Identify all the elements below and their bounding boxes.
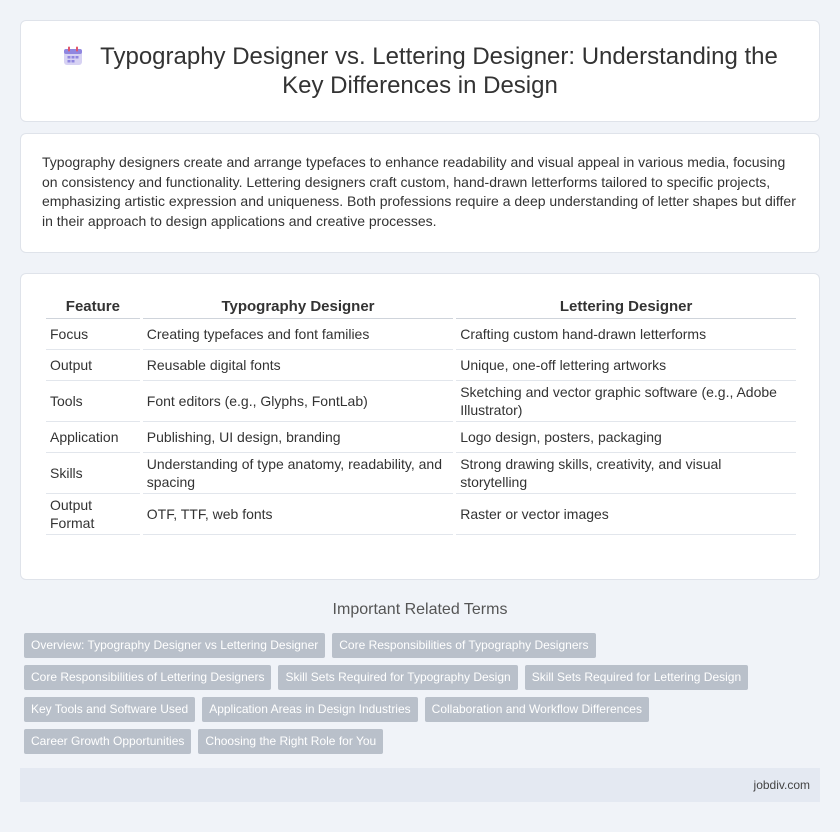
table-row bbox=[46, 381, 796, 422]
table-cell-typography: Publishing, UI design, branding bbox=[143, 422, 453, 453]
column-header: Feature bbox=[46, 296, 140, 319]
table-row bbox=[46, 350, 796, 381]
table-row bbox=[46, 453, 796, 494]
column-header: Typography Designer bbox=[143, 296, 453, 319]
table-cell-typography: Creating typefaces and font families bbox=[143, 319, 453, 350]
comparison-table-card bbox=[20, 273, 820, 580]
table-cell-feature: Output bbox=[46, 350, 140, 381]
calendar-icon bbox=[62, 45, 84, 67]
page-title-text: Typography Designer vs. Lettering Designer: Understanding the Key Differences in Design bbox=[100, 43, 778, 99]
table-row bbox=[46, 319, 796, 350]
table-cell-typography: Font editors (e.g., Glyphs, FontLab) bbox=[143, 381, 453, 422]
related-term-tag[interactable]: Key Tools and Software Used bbox=[24, 697, 195, 722]
table-cell-feature: Skills bbox=[46, 453, 140, 494]
table-row bbox=[46, 422, 796, 453]
table-header-row bbox=[46, 296, 796, 319]
related-term-tag[interactable]: Overview: Typography Designer vs Lettering Designer bbox=[24, 633, 325, 658]
intro-card bbox=[20, 133, 820, 253]
related-terms-list bbox=[24, 633, 804, 761]
related-term-tag[interactable]: Core Responsibilities of Lettering Designers bbox=[24, 665, 271, 690]
related-terms-title: Important Related Terms bbox=[332, 601, 508, 618]
table-cell-lettering: Raster or vector images bbox=[456, 494, 796, 535]
title-card bbox=[20, 20, 820, 122]
related-term-tag[interactable]: Career Growth Opportunities bbox=[24, 729, 191, 754]
related-term-tag[interactable]: Collaboration and Workflow Differences bbox=[425, 697, 649, 722]
related-term-tag[interactable]: Choosing the Right Role for You bbox=[198, 729, 383, 754]
table-cell-typography: Reusable digital fonts bbox=[143, 350, 453, 381]
table-cell-lettering: Sketching and vector graphic software (e.g., Adobe Illustrator) bbox=[456, 381, 796, 422]
page-title bbox=[61, 42, 779, 100]
footer-bar bbox=[20, 768, 820, 802]
column-header: Lettering Designer bbox=[456, 296, 796, 319]
related-term-tag[interactable]: Application Areas in Design Industries bbox=[202, 697, 417, 722]
table-cell-typography: Understanding of type anatomy, readability, and spacing bbox=[143, 453, 453, 494]
related-term-tag[interactable]: Core Responsibilities of Typography Designers bbox=[332, 633, 595, 658]
table-cell-lettering: Logo design, posters, packaging bbox=[456, 422, 796, 453]
table-cell-typography: OTF, TTF, web fonts bbox=[143, 494, 453, 535]
intro-paragraph: Typography designers create and arrange typefaces to enhance readability and visual appeal in various media, focusing on consistency and functionality. Lettering designers craft custom, hand-drawn letterforms tailored to specific projects, emphasizing artistic expression and uniqueness. Both professions require a deep understanding of letter shapes but differ in their approach to design applications and creative processes. bbox=[42, 154, 796, 229]
table-cell-feature: Output Format bbox=[46, 494, 140, 535]
related-term-tag[interactable]: Skill Sets Required for Typography Design bbox=[278, 665, 517, 690]
table-cell-lettering: Strong drawing skills, creativity, and visual storytelling bbox=[456, 453, 796, 494]
related-term-tag[interactable]: Skill Sets Required for Lettering Design bbox=[525, 665, 748, 690]
table-cell-feature: Focus bbox=[46, 319, 140, 350]
table-cell-feature: Tools bbox=[46, 381, 140, 422]
table-cell-feature: Application bbox=[46, 422, 140, 453]
table-cell-lettering: Crafting custom hand-drawn letterforms bbox=[456, 319, 796, 350]
footer-site-link[interactable]: jobdiv.com bbox=[753, 778, 810, 792]
comparison-table bbox=[43, 296, 799, 535]
table-cell-lettering: Unique, one-off lettering artworks bbox=[456, 350, 796, 381]
table-row bbox=[46, 494, 796, 535]
